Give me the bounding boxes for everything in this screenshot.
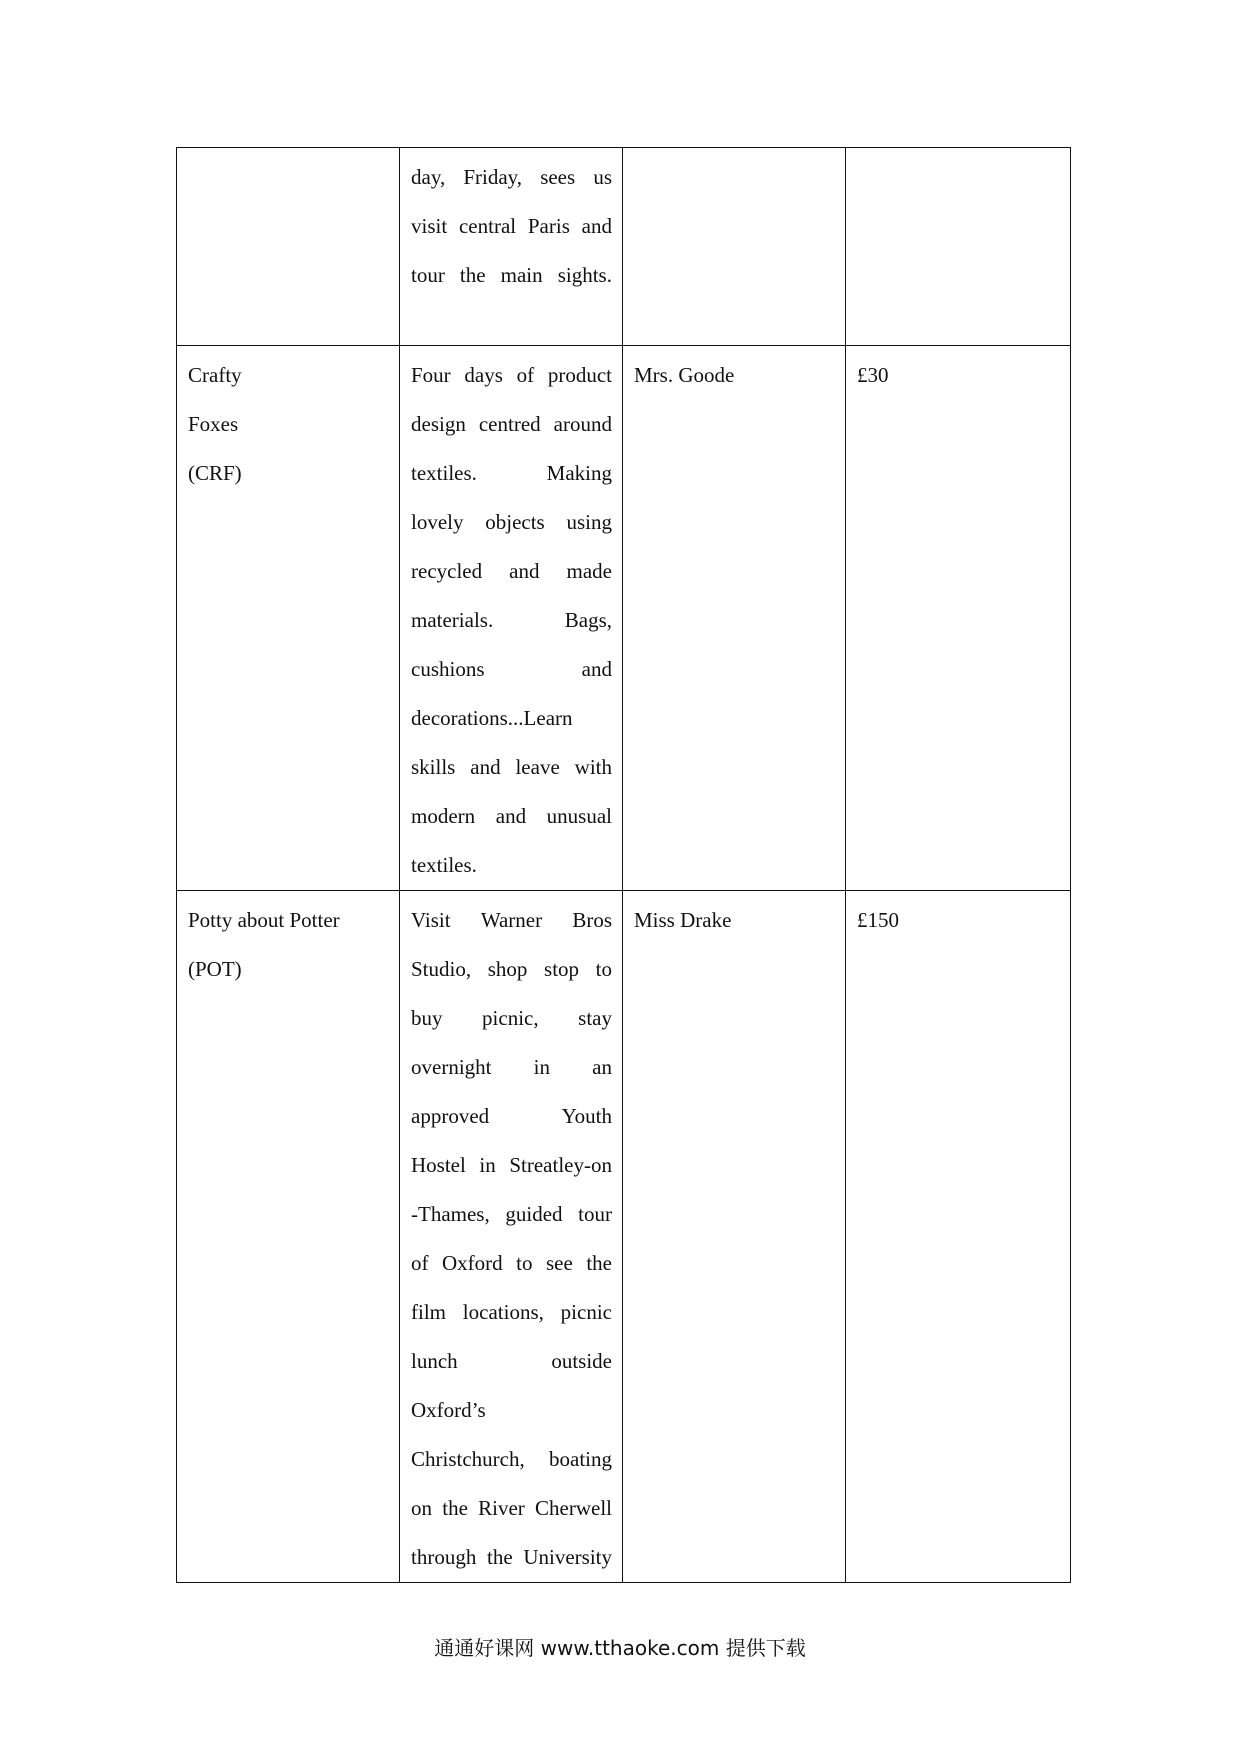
trip-description-line: through the University bbox=[411, 1545, 612, 1569]
trip-description-line: Studio, shop stop to bbox=[411, 957, 612, 981]
trip-description-line: visit central Paris and bbox=[411, 214, 612, 238]
trip-cost-cell bbox=[846, 346, 1071, 891]
trip-cost: £150 bbox=[857, 908, 899, 932]
trip-description-line: design centred around bbox=[411, 412, 612, 436]
trip-name-cell bbox=[177, 346, 400, 891]
trip-description-cell bbox=[400, 346, 623, 891]
trip-description-line: approved Youth bbox=[411, 1104, 612, 1128]
trip-description-line: lovely objects using bbox=[411, 510, 612, 534]
trip-teacher-cell bbox=[623, 346, 846, 891]
trip-description-line: skills and leave with bbox=[411, 755, 612, 779]
table-row bbox=[177, 148, 1071, 346]
trip-name-line: Crafty bbox=[188, 363, 242, 387]
trip-name-line: (POT) bbox=[188, 957, 242, 981]
trip-description-line: modern and unusual bbox=[411, 804, 612, 828]
trip-description-line: overnight in an bbox=[411, 1055, 612, 1079]
trip-description-line: buy picnic, stay bbox=[411, 1006, 612, 1030]
trip-description-line: tour the main sights. bbox=[411, 263, 612, 287]
trip-description-line: cushions and bbox=[411, 657, 612, 681]
trip-teacher-cell bbox=[623, 891, 846, 1583]
trip-description-line: decorations...Learn bbox=[411, 706, 573, 730]
trip-description-line: Christchurch, boating bbox=[411, 1447, 612, 1471]
trip-cost: £30 bbox=[857, 363, 889, 387]
trip-description-line: materials. Bags, bbox=[411, 608, 612, 632]
trip-name-line: Potty about Potter bbox=[188, 908, 340, 932]
table-row bbox=[177, 891, 1071, 1583]
trip-name-cell bbox=[177, 148, 400, 346]
trip-name-line: Foxes bbox=[188, 412, 239, 436]
trip-cost-cell bbox=[846, 891, 1071, 1583]
footer-text: 通通好课网 www.tthaoke.com 提供下载 bbox=[434, 1636, 806, 1660]
trip-description-line: -Thames, guided tour bbox=[411, 1202, 612, 1226]
trips-table bbox=[176, 147, 1071, 1583]
trip-cost-cell bbox=[846, 148, 1071, 346]
trip-description-line: of Oxford to see the bbox=[411, 1251, 612, 1275]
trip-description-line: textiles. bbox=[411, 853, 477, 877]
trip-description-line: Four days of product bbox=[411, 363, 612, 387]
trip-description-line: lunch outside bbox=[411, 1349, 612, 1373]
trip-description-line: on the River Cherwell bbox=[411, 1496, 612, 1520]
trips-table-body bbox=[177, 148, 1071, 1583]
trip-description-cell bbox=[400, 148, 623, 346]
trip-name-cell bbox=[177, 891, 400, 1583]
trip-teacher-cell bbox=[623, 148, 846, 346]
trip-description-line: Oxford’s bbox=[411, 1398, 486, 1422]
trip-description-line: film locations, picnic bbox=[411, 1300, 612, 1324]
trip-description-line: Hostel in Streatley-on bbox=[411, 1153, 612, 1177]
table-row bbox=[177, 346, 1071, 891]
trip-name-line: (CRF) bbox=[188, 461, 242, 485]
trip-teacher: Mrs. Goode bbox=[634, 363, 735, 387]
trip-teacher: Miss Drake bbox=[634, 908, 732, 932]
trip-description-line: textiles. Making bbox=[411, 461, 612, 485]
trip-description-line: recycled and made bbox=[411, 559, 612, 583]
trip-description-line: Visit Warner Bros bbox=[411, 908, 612, 932]
trip-description-line: day, Friday, sees us bbox=[411, 165, 612, 189]
trip-description-cell bbox=[400, 891, 623, 1583]
